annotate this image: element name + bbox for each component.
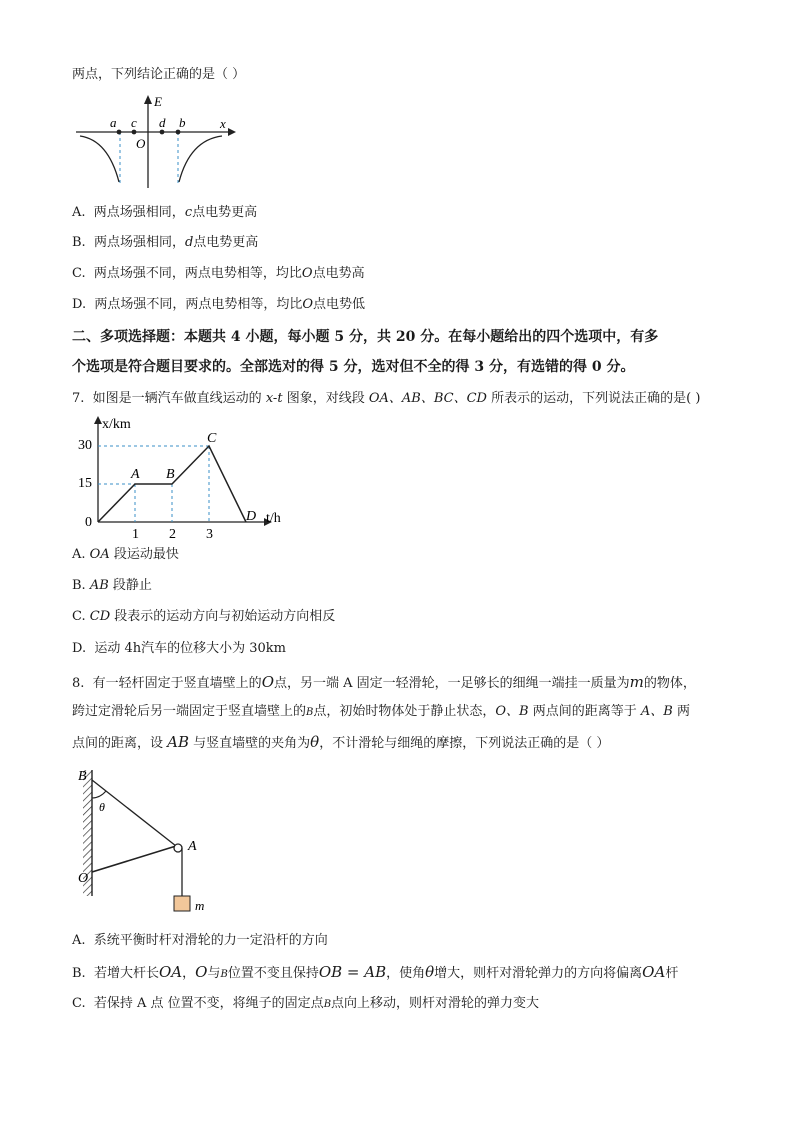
q7-option-b: B. AB 段静止 bbox=[72, 578, 152, 593]
q8-pulley-figure bbox=[70, 764, 220, 924]
label-c: c bbox=[131, 115, 137, 130]
q8-label-b: B bbox=[78, 769, 87, 784]
q7-stem: 7. 如图是一辆汽车做直线运动的 x-t 图象，对线段 OA、AB、BC、CD 所表示的运动，下列说法正确的是( ) bbox=[72, 391, 701, 406]
section2-heading-line2: 个选项是符合题目要求的。全部选对的得 5 分，选对但不全的得 3 分，有选错的得 0 分。 bbox=[72, 359, 635, 375]
q8-label-a: A bbox=[188, 839, 197, 854]
q8-stem-line3: 点间的距离，设 AB 与竖直墙壁的夹角为θ，不计滑轮与细绳的摩擦，下列说法正确的是（ ） bbox=[72, 733, 610, 751]
q8-stem-line1: 8. 有一轻杆固定于竖直墙壁上的O点，另一端 A 固定一轻滑轮，一足够长的细绳一端挂一质量为m的物体， bbox=[72, 673, 696, 691]
q7-point-label-b: B bbox=[166, 467, 175, 482]
q7-ytick-0: 0 bbox=[85, 515, 92, 530]
q6-stem-tail: 两点，下列结论正确的是（ ） bbox=[72, 67, 246, 82]
label-a: a bbox=[110, 115, 117, 130]
e-axis-arrow bbox=[144, 95, 152, 104]
q7-option-a: A. OA 段运动最快 bbox=[72, 547, 179, 562]
q8-label-theta: θ bbox=[99, 800, 105, 814]
left-curve bbox=[80, 136, 119, 182]
q6-option-b: B. 两点场强相同，d点电势更高 bbox=[72, 235, 259, 250]
q6-option-a: A. 两点场强相同，c点电势更高 bbox=[72, 205, 258, 220]
q7-y-axis-arrow bbox=[94, 416, 102, 424]
q7-point-label-a: A bbox=[131, 467, 140, 482]
q7-xtick-3: 3 bbox=[206, 527, 213, 542]
q8-option-c: C. 若保持 A 点 位置不变，将绳子的固定点B点向上移动，则杆对滑轮的弹力变大 bbox=[72, 996, 540, 1011]
q6-option-c: C. 两点场强不同，两点电势相等，均比O点电势高 bbox=[72, 266, 365, 281]
point-c bbox=[132, 130, 137, 135]
q7-point-label-c: C bbox=[207, 431, 217, 446]
q7-xtick-1: 1 bbox=[132, 527, 139, 542]
label-b: b bbox=[179, 115, 186, 130]
q7-y-axis-label: x/km bbox=[102, 417, 131, 432]
q8-mass-block bbox=[174, 896, 190, 911]
e-axis-label: E bbox=[154, 94, 162, 109]
point-a bbox=[117, 130, 122, 135]
x-axis-arrow bbox=[228, 128, 236, 136]
q7-x-axis-label: t/h bbox=[266, 511, 281, 526]
q8-option-b: B. 若增大杆长OA，O与B位置不变且保持OB = AB，使角θ增大，则杆对滑轮弹力的方向将偏离OA杆 bbox=[72, 963, 679, 981]
q8-theta-arc bbox=[92, 791, 106, 798]
q7-point-label-d: D bbox=[246, 509, 257, 524]
q7-xtick-2: 2 bbox=[169, 527, 176, 542]
q8-stem-line2: 跨过定滑轮后另一端固定于竖直墙壁上的B点，初始时物体处于静止状态，O、B 两点间的距离等于 A、B 两 bbox=[72, 704, 691, 719]
x-axis-label: x bbox=[220, 116, 226, 131]
q7-option-c: C. CD 段表示的运动方向与初始运动方向相反 bbox=[72, 609, 336, 624]
point-d bbox=[160, 130, 165, 135]
q6-option-d: D. 两点场强不同，两点电势相等，均比O点电势低 bbox=[72, 297, 366, 312]
label-d: d bbox=[159, 115, 166, 130]
q7-ytick-15: 15 bbox=[78, 476, 92, 491]
origin-label: O bbox=[136, 136, 146, 151]
q8-option-a: A. 系统平衡时杆对滑轮的力一定沿杆的方向 bbox=[72, 933, 328, 948]
point-b bbox=[176, 130, 181, 135]
q7-xt-graph bbox=[76, 414, 296, 544]
q8-pulley bbox=[174, 844, 182, 852]
q8-label-m: m bbox=[195, 898, 205, 913]
section2-heading-line1: 二、多项选择题：本题共 4 小题，每小题 5 分，共 20 分。在每小题给出的四个选项中，有多 bbox=[72, 329, 659, 345]
q7-option-d: D. 运动 4h汽车的位移大小为 30km bbox=[72, 641, 287, 656]
q8-rod-oa bbox=[92, 846, 176, 872]
q8-label-o: O bbox=[78, 871, 89, 886]
q6-field-graph bbox=[70, 92, 240, 192]
right-curve bbox=[179, 136, 222, 182]
q7-ytick-30: 30 bbox=[78, 438, 92, 453]
